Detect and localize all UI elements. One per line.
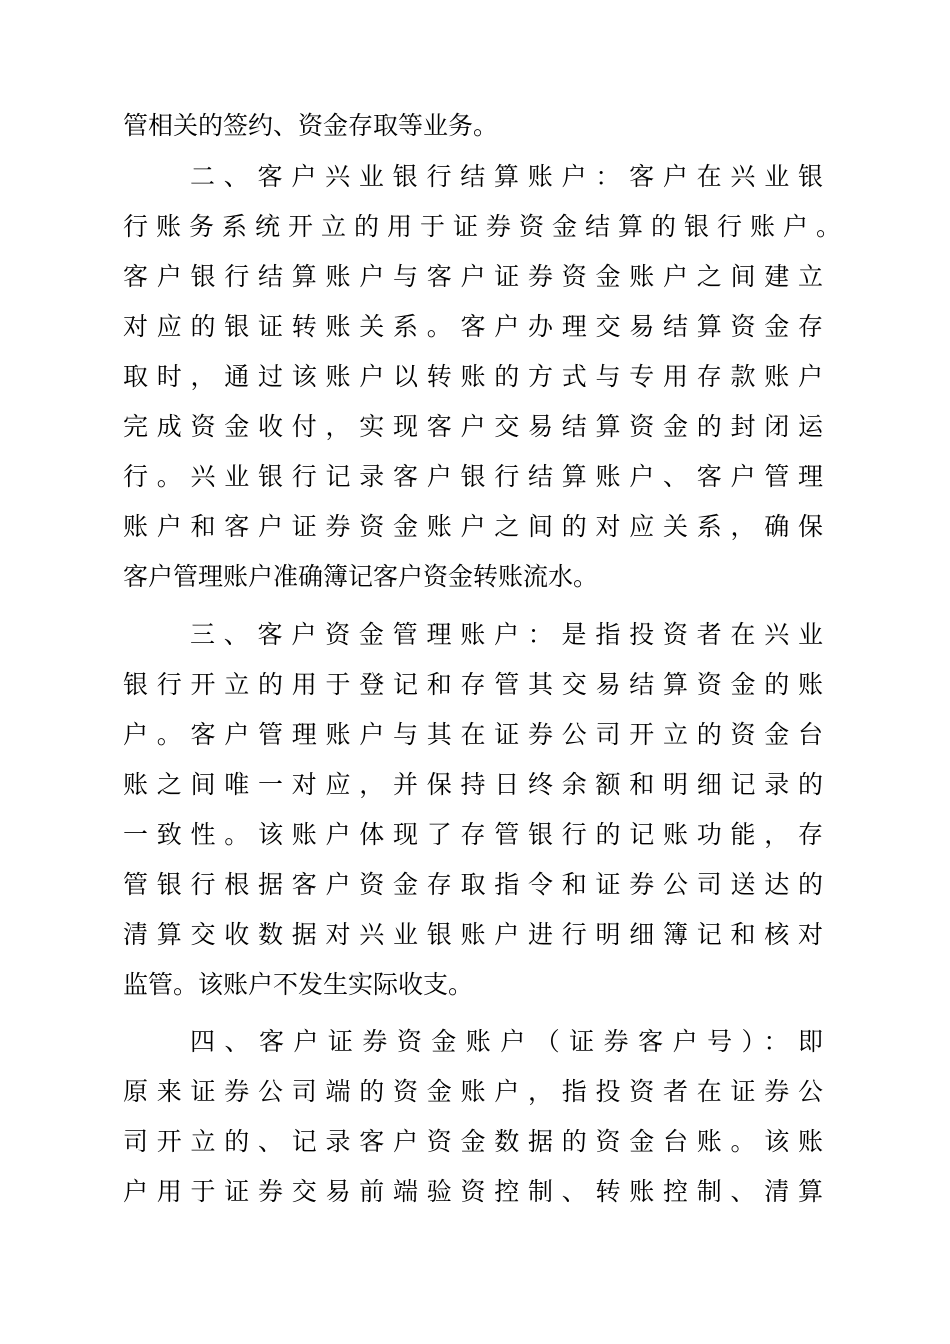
text-line: 户。客户管理账户与其在证券公司开立的资金台: [123, 720, 823, 749]
text-line: 监管。该账户不发生实际收支。: [123, 970, 474, 999]
text-line: 行账务系统开立的用于证券资金结算的银行账户。: [123, 212, 841, 241]
text-line: 一致性。该账户体现了存管银行的记账功能，存: [123, 820, 823, 849]
text-line: 客户管理账户准确簿记客户资金转账流水。: [123, 562, 599, 591]
text-line: 客户银行结算账户与客户证券资金账户之间建立: [123, 262, 823, 291]
text-line: 账户和客户证券资金账户之间的对应关系，确保: [123, 512, 823, 541]
text-line: 管银行根据客户资金存取指令和证券公司送达的: [123, 870, 823, 899]
text-line: 行。兴业银行记录客户银行结算账户、客户管理: [123, 462, 823, 491]
text-line: 管相关的签约、资金存取等业务。: [123, 111, 499, 140]
text-line: 原来证券公司端的资金账户，指投资者在证券公: [123, 1077, 823, 1106]
text-line: 对应的银证转账关系。客户办理交易结算资金存: [123, 312, 823, 341]
text-line: 账之间唯一对应，并保持日终余额和明细记录的: [123, 770, 823, 799]
section-heading-line: 二、客户兴业银行结算账户：客户在兴业银: [190, 162, 823, 191]
text-line: 银行开立的用于登记和存管其交易结算资金的账: [123, 670, 823, 699]
text-line: 清算交收数据对兴业银账户进行明细簿记和核对: [123, 920, 823, 949]
text-line: 取时，通过该账户以转账的方式与专用存款账户: [123, 362, 823, 391]
text-line: 户用于证券交易前端验资控制、转账控制、清算: [123, 1177, 823, 1206]
section-heading-line: 三、客户资金管理账户：是指投资者在兴业: [190, 620, 823, 649]
text-line: 司开立的、记录客户资金数据的资金台账。该账: [123, 1127, 823, 1156]
text-line: 完成资金收付，实现客户交易结算资金的封闭运: [123, 412, 823, 441]
section-heading-line: 四、客户证券资金账户（证券客户号）：即: [190, 1027, 823, 1056]
